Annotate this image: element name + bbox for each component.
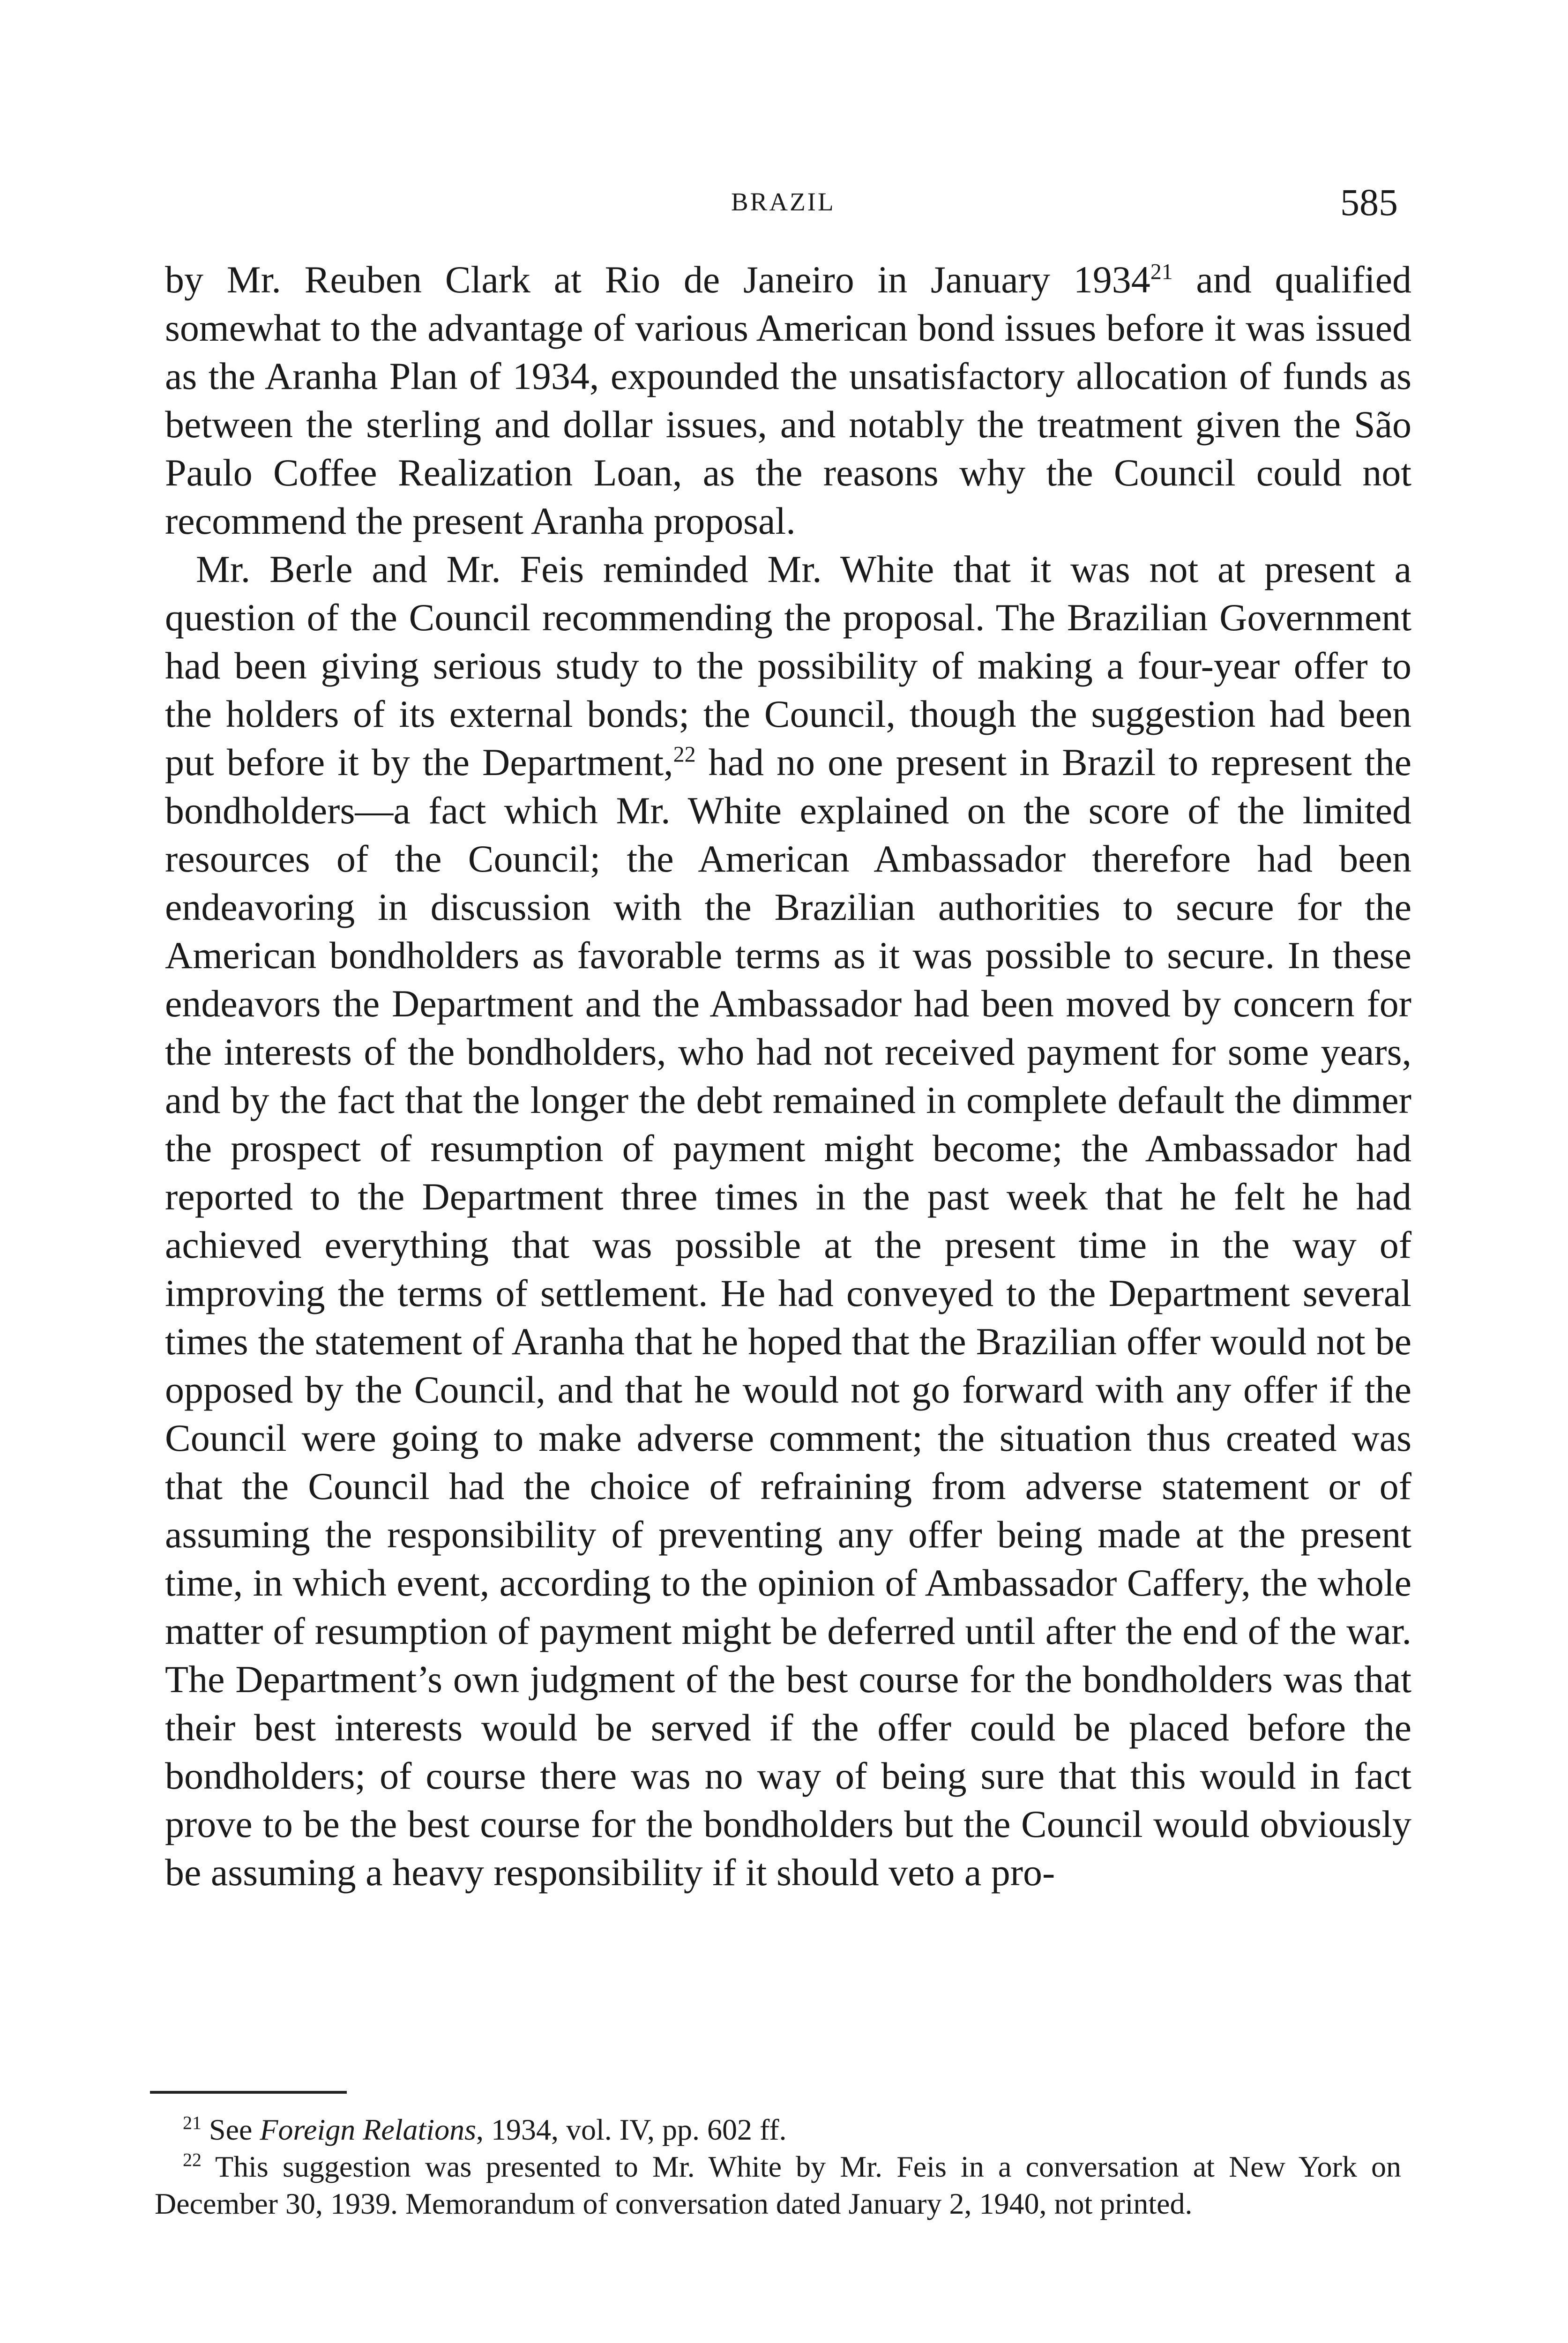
footnote-21-title: Foreign Relations bbox=[260, 2113, 476, 2146]
page-number: 585 bbox=[1340, 181, 1398, 224]
footnote-21-mark: 21 bbox=[183, 2112, 202, 2134]
body-text bbox=[165, 255, 1411, 1896]
paragraph-2-text: Mr. Berle and Mr. Feis reminded Mr. White that it was not at present a question of the Council recommending the proposal. The Brazilian Government had been giving serious study to the possibility of making a four-year offer to the holders of its external bonds; the Council, though the suggestion had been put before it by the Department, bbox=[165, 548, 1411, 783]
running-head-title: BRAZIL bbox=[731, 187, 836, 216]
footnotes bbox=[155, 2111, 1401, 2222]
footnote-22-mark: 22 bbox=[183, 2149, 202, 2171]
paragraph-1-text: by Mr. Reuben Clark at Rio de Janeiro in January 1934 bbox=[165, 258, 1150, 301]
paragraph-1 bbox=[165, 255, 1411, 545]
paragraph-2 bbox=[165, 545, 1411, 1896]
footnote-21 bbox=[155, 2111, 1401, 2148]
footnote-21-pre: See bbox=[209, 2113, 260, 2146]
footnote-21-post: , 1934, vol. IV, pp. 602 ff. bbox=[476, 2113, 787, 2146]
footnote-ref-22: 22 bbox=[673, 742, 696, 767]
paragraph-1-text-cont: and qualified somewhat to the advantage of various American bond issues before it was issued as the Aranha Plan of 1934, expounded the unsatisfactory allocation of funds as between the sterling and dollar issues, and notably the treatment given the São Paulo Coffee Realization Loan, as the reasons why the Council could not recommend the present Aranha proposal. bbox=[165, 258, 1411, 542]
paragraph-2-text-cont: had no one present in Brazil to represent the bondholders—a fact which Mr. White explained on the score of the limited resources of the Council; the American Ambassador therefore had been endeavoring in discussion with the Brazilian authorities to secure for the American bondholders as favorable terms as it was possible to secure. In these endeavors the Department and the Ambassador had been moved by concern for the interests of the bondholders, who had not received payment for some years, and by the fact that the longer the debt remained in complete default the dimmer the prospect of resumption of payment might become; the Ambassador had reported to the Department three times in the past week that he felt he had achieved everything that was possible at the present time in the way of improving the terms of settlement. He had conveyed to the Department several times the statement of Aranha that he hoped that the Brazilian offer would not be opposed by the Council, and that he would not go forward with any offer if the Council were going to make adverse comment; the situation thus created was that the Council had the choice of refraining from adverse statement or of assuming the responsibility of preventing any offer being made at the present time, in which event, according to the opinion of Ambassador Caffery, the whole matter of resumption of payment might be deferred until after the end of the war. The Department’s own judgment of the best course for the bondholders was that their best interests would be served if the offer could be placed before the bondholders; of course there was no way of being sure that this would in fact prove to be the best course for the bondholders but the Council would obviously be assuming a heavy responsibility if it should veto a pro- bbox=[165, 741, 1411, 1894]
footnote-22-text: This suggestion was presented to Mr. White by Mr. Feis in a conversation at New York on December 30, 1939. Memorandum of conversation dated January 2, 1940, not printed. bbox=[155, 2150, 1402, 2220]
footnote-ref-21: 21 bbox=[1150, 259, 1173, 284]
footnote-22 bbox=[155, 2148, 1401, 2222]
footnote-divider bbox=[150, 2091, 347, 2094]
running-head bbox=[0, 180, 1568, 223]
